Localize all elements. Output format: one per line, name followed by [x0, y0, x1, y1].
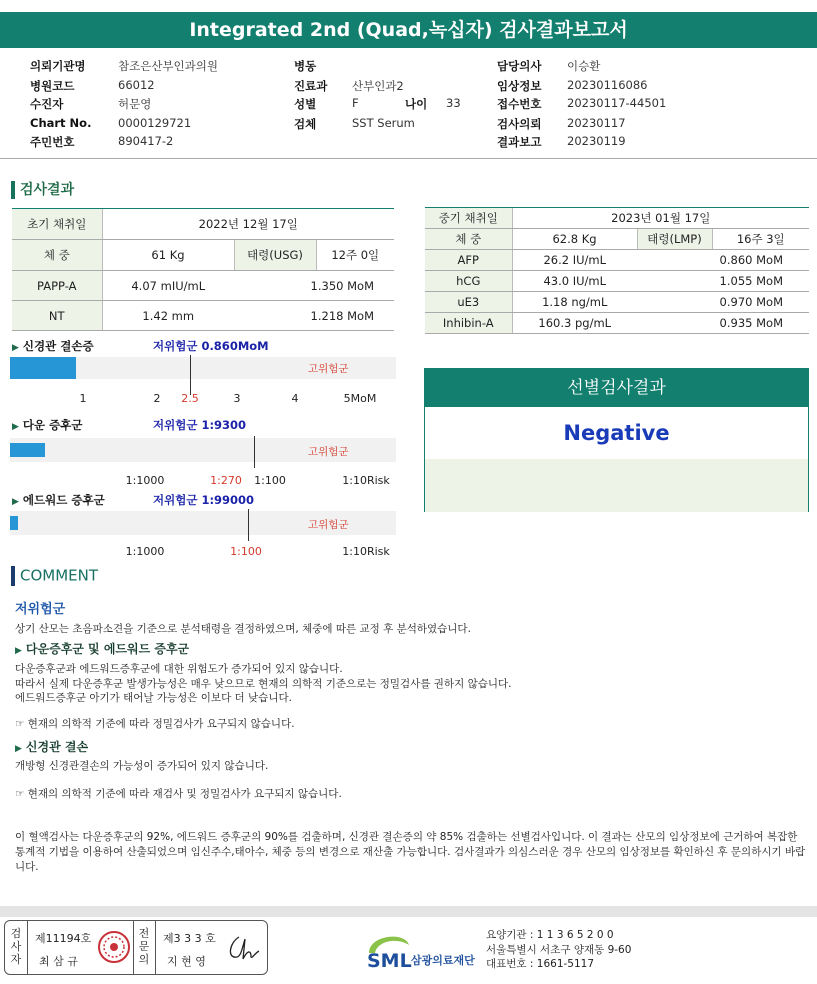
info-value: 참조은산부인과의원	[118, 59, 218, 73]
edwards-risk-label	[12, 492, 105, 508]
results-heading-text: 검사결과	[20, 182, 75, 198]
comment-ntd-note: ☞ 현재의 의학적 기준에 따라 재검사 및 정밀검사가 요구되지 않습니다.	[15, 788, 342, 800]
info-key: Chart No.	[30, 116, 92, 130]
seal-stamp	[97, 930, 131, 964]
info-value: 20230119	[567, 134, 626, 148]
edwards-high-risk-label: 고위험군	[308, 519, 349, 531]
marker-name: uE3	[425, 292, 512, 313]
comment-line: 따라서 실제 다운증후군 발생가능성은 매우 낮으므로 현재의 의학적 기준으로는 정밀검사를 권하지 않습니다.	[15, 678, 512, 690]
inspector-name: 최 삼 규	[39, 955, 78, 968]
section-marker	[11, 181, 15, 199]
marker-mom: 0.935 MoM	[637, 313, 809, 334]
early-sample-label: 초기 채취일	[12, 209, 102, 240]
info-value: 66012	[118, 78, 155, 92]
comment-line: 에드워드증후군 아기가 태어날 가능성은 이보다 더 낮습니다.	[15, 692, 292, 704]
ntd-tick: 4	[291, 392, 299, 405]
comment-intro: 상기 산모는 초음파소견을 기준으로 분석태령을 결정하였으며, 체중에 따른 교정 후 분석하였습니다.	[15, 623, 471, 635]
specialist-license: 제3 3 3 호	[163, 932, 216, 945]
screening-result-header: 선별검사결과	[425, 369, 808, 407]
info-value: 20230117-44501	[567, 96, 667, 110]
ntd-risk-label-text: 신경관 결손증	[22, 339, 94, 353]
down-risk-label-text: 다운 증후군	[22, 418, 83, 432]
sml-logo-abbr: SML	[367, 950, 412, 971]
mid-weight-label: 체 중	[425, 229, 512, 250]
specialist-signature	[225, 931, 261, 965]
info-value: 33	[446, 96, 461, 110]
info-value: 허문영	[118, 97, 152, 111]
sml-logo	[365, 927, 485, 971]
divider	[155, 921, 156, 974]
disclaimer-text: 이 혈액검사는 다운증후군의 92%, 에드워드 증후군의 90%를 검출하며, 신경관 결손증의 약 85% 검출하는 선별검사입니다. 이 결과는 산모의 임상정보에 근거하여 복잡한 통계적 기법을 이용하여 산출되었으며 임신주수,태아수, 체중 등의 변경으로 재산출 가능합니다. 검사결과가 의심스러운 경우 산모의 임상정보를 확인하신 후 문의하시기 바랍니다.	[15, 831, 806, 873]
footer-divider	[0, 906, 817, 917]
mid-sample-date: 2023년 01월 17일	[512, 208, 809, 229]
info-key: 주민번호	[30, 135, 75, 149]
marker-mom: 0.970 MoM	[637, 292, 809, 313]
marker-name: NT	[12, 301, 102, 331]
specialist-name: 지 현 영	[167, 955, 206, 968]
early-sample-date: 2022년 12월 17일	[102, 209, 394, 240]
ntd-risk-label	[12, 338, 94, 354]
inspector-label: 검 사 자	[10, 927, 22, 966]
ntd-tick-cutoff: 2.5	[181, 392, 199, 405]
info-key: 담당의사	[497, 59, 542, 73]
down-tick: 1:10Risk	[342, 474, 390, 487]
mid-weight-value: 62.8 Kg	[512, 229, 637, 250]
edwards-risk-fill	[10, 516, 18, 530]
edwards-risk-label-text: 에드워드 증후군	[22, 493, 105, 507]
ntd-risk-fill	[10, 357, 76, 379]
info-value: 0000129721	[118, 116, 192, 130]
edwards-risk-bar	[10, 511, 396, 535]
mid-ga-value: 16주 3일	[712, 229, 809, 250]
ntd-tick: 3	[233, 392, 241, 405]
edwards-risk-grade: 저위험군 1:99000	[153, 493, 255, 507]
info-key: 성별	[294, 97, 317, 111]
info-key: 검사의뢰	[497, 117, 542, 131]
comment-heading-text: COMMENT	[20, 566, 99, 585]
edwards-cutoff-line	[248, 509, 249, 541]
info-key: 진료과	[294, 79, 328, 93]
marker-value: 26.2 IU/mL	[512, 250, 637, 271]
down-tick-cutoff: 1:270	[210, 474, 242, 487]
marker-name: hCG	[425, 271, 512, 292]
info-value: 이승환	[567, 59, 601, 73]
info-value: 20230117	[567, 116, 626, 130]
info-value: 산부인과2	[352, 79, 404, 93]
marker-mom: 1.350 MoM	[234, 271, 394, 301]
report-title: Integrated 2nd (Quad,녹십자) 검사결과보고서	[0, 12, 817, 48]
ntd-tick: 1	[79, 392, 87, 405]
info-key: 임상정보	[497, 79, 542, 93]
inspector-license: 제11194호	[35, 932, 92, 945]
early-ga-value: 12주 0일	[316, 240, 394, 271]
lab-contact	[486, 928, 631, 972]
info-key: 검체	[294, 117, 317, 131]
early-weight-label: 체 중	[12, 240, 102, 271]
marker-mom: 0.860 MoM	[637, 250, 809, 271]
triangle-right-icon: ▶	[12, 343, 19, 353]
ntd-tick: 2	[153, 392, 161, 405]
signature-box	[4, 920, 268, 975]
screening-result-box	[424, 368, 809, 512]
specialist-label: 전 문 의	[138, 927, 150, 966]
patient-info	[0, 0, 817, 160]
edwards-tick-cutoff: 1:100	[230, 545, 262, 558]
comment-down-heading-text: 다운증후군 및 에드워드 증후군	[25, 642, 190, 656]
early-weight-value: 61 Kg	[102, 240, 234, 271]
down-high-risk-label: 고위험군	[308, 446, 349, 458]
down-cutoff-line	[254, 436, 255, 468]
ntd-risk-bar	[10, 357, 396, 379]
info-divider	[0, 158, 817, 159]
marker-value: 160.3 pg/mL	[512, 313, 637, 334]
mid-ga-label: 태령(LMP)	[637, 229, 712, 250]
early-ga-label: 태령(USG)	[234, 240, 316, 271]
info-key: 의뢰기관명	[30, 59, 86, 73]
mid-results-table	[425, 207, 809, 334]
marker-value: 43.0 IU/mL	[512, 271, 637, 292]
info-value: SST Serum	[352, 116, 415, 130]
down-risk-fill	[10, 443, 45, 457]
comment-down-note: ☞ 현재의 의학적 기준에 따라 정밀검사가 요구되지 않습니다.	[15, 718, 295, 730]
divider	[133, 921, 134, 974]
divider	[27, 921, 28, 974]
lab-code: 요양기관 : 1 1 3 6 5 2 0 0	[486, 929, 614, 941]
info-key: 결과보고	[497, 135, 542, 149]
edwards-tick: 1:1000	[125, 545, 165, 558]
results-heading	[11, 179, 74, 199]
screening-result-footer	[425, 459, 808, 512]
ntd-tick: 5MoM	[343, 392, 377, 405]
comment-risk-group: 저위험군	[15, 602, 66, 617]
ntd-high-risk-label: 고위험군	[308, 363, 349, 375]
triangle-right-icon: ▶	[15, 646, 22, 656]
info-key: 병동	[294, 59, 317, 73]
marker-name: PAPP-A	[12, 271, 102, 301]
info-key: 접수번호	[497, 97, 542, 111]
down-tick: 1:1000	[125, 474, 165, 487]
ntd-risk-grade: 저위험군 0.860MoM	[153, 339, 269, 353]
triangle-right-icon: ▶	[12, 422, 19, 432]
early-results-table	[12, 208, 394, 331]
section-marker	[11, 566, 15, 586]
comment-ntd-heading-text: 신경관 결손	[25, 740, 89, 754]
sml-logo-name: 삼광의료재단	[411, 954, 475, 967]
lab-phone: 대표번호 : 1661-5117	[486, 958, 595, 970]
marker-value: 4.07 mIU/mL	[102, 271, 234, 301]
edwards-tick: 1:10Risk	[342, 545, 390, 558]
info-key: 수진자	[30, 97, 64, 111]
marker-name: AFP	[425, 250, 512, 271]
lab-address: 서울특별시 서초구 양재동 9-60	[486, 943, 632, 956]
marker-mom: 1.218 MoM	[234, 301, 394, 331]
info-value: F	[352, 96, 359, 110]
info-value: 20230116086	[567, 78, 648, 92]
down-tick: 1:100	[254, 474, 286, 487]
comment-down-heading	[15, 640, 189, 657]
comment-line: 개방형 신경관결손의 가능성이 증가되어 있지 않습니다.	[15, 760, 269, 772]
mid-sample-label: 중기 채취일	[425, 208, 512, 229]
down-risk-grade: 저위험군 1:9300	[153, 418, 247, 432]
comment-line: 다운증후군과 에드워드증후군에 대한 위험도가 증가되어 있지 않습니다.	[15, 663, 343, 675]
comment-ntd-heading	[15, 738, 88, 755]
marker-value: 1.18 ng/mL	[512, 292, 637, 313]
ntd-cutoff-line	[190, 355, 191, 395]
down-risk-label	[12, 417, 82, 433]
info-key: 나이	[405, 97, 428, 111]
marker-mom: 1.055 MoM	[637, 271, 809, 292]
info-value: 890417-2	[118, 134, 174, 148]
down-risk-bar	[10, 438, 396, 462]
screening-result-value: Negative	[563, 421, 670, 445]
info-key: 병원코드	[30, 79, 75, 93]
triangle-right-icon: ▶	[15, 744, 22, 754]
marker-name: Inhibin-A	[425, 313, 512, 334]
triangle-right-icon: ▶	[12, 497, 19, 507]
marker-value: 1.42 mm	[102, 301, 234, 331]
comment-heading	[11, 566, 98, 586]
